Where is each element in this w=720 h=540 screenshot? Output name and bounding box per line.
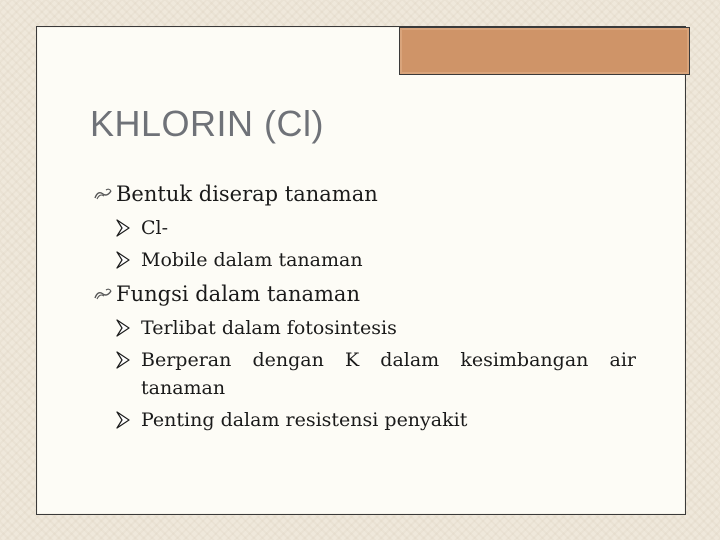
arrowhead-bullet-icon	[116, 219, 130, 237]
arrowhead-bullet-icon	[116, 251, 130, 269]
slide-content	[94, 178, 654, 438]
bullet-level2	[94, 314, 654, 342]
bullet-level2	[94, 406, 654, 434]
bullet-text: Penting dalam resistensi penyakit	[141, 409, 468, 431]
bullet-level2	[94, 346, 654, 402]
accent-tab	[399, 27, 690, 75]
arrowhead-bullet-icon	[116, 411, 130, 429]
section-heading: Bentuk diserap tanaman	[116, 182, 378, 206]
wave-bullet-icon	[94, 288, 112, 300]
bullet-level1	[94, 278, 654, 310]
bullet-level2	[94, 246, 654, 274]
bullet-text: Terlibat dalam fotosintesis	[141, 317, 397, 339]
wave-bullet-icon	[94, 188, 112, 200]
bullet-level2	[94, 214, 654, 242]
bullet-level1	[94, 178, 654, 210]
arrowhead-bullet-icon	[116, 351, 130, 369]
slide-title: KHLORIN (Cl)	[90, 103, 325, 144]
arrowhead-bullet-icon	[116, 319, 130, 337]
bullet-text: Mobile dalam tanaman	[141, 249, 363, 271]
bullet-text: Berperan dengan K dalam kesimbangan air tanaman	[141, 349, 636, 399]
section-heading: Fungsi dalam tanaman	[116, 282, 360, 306]
bullet-text: Cl-	[141, 217, 169, 239]
